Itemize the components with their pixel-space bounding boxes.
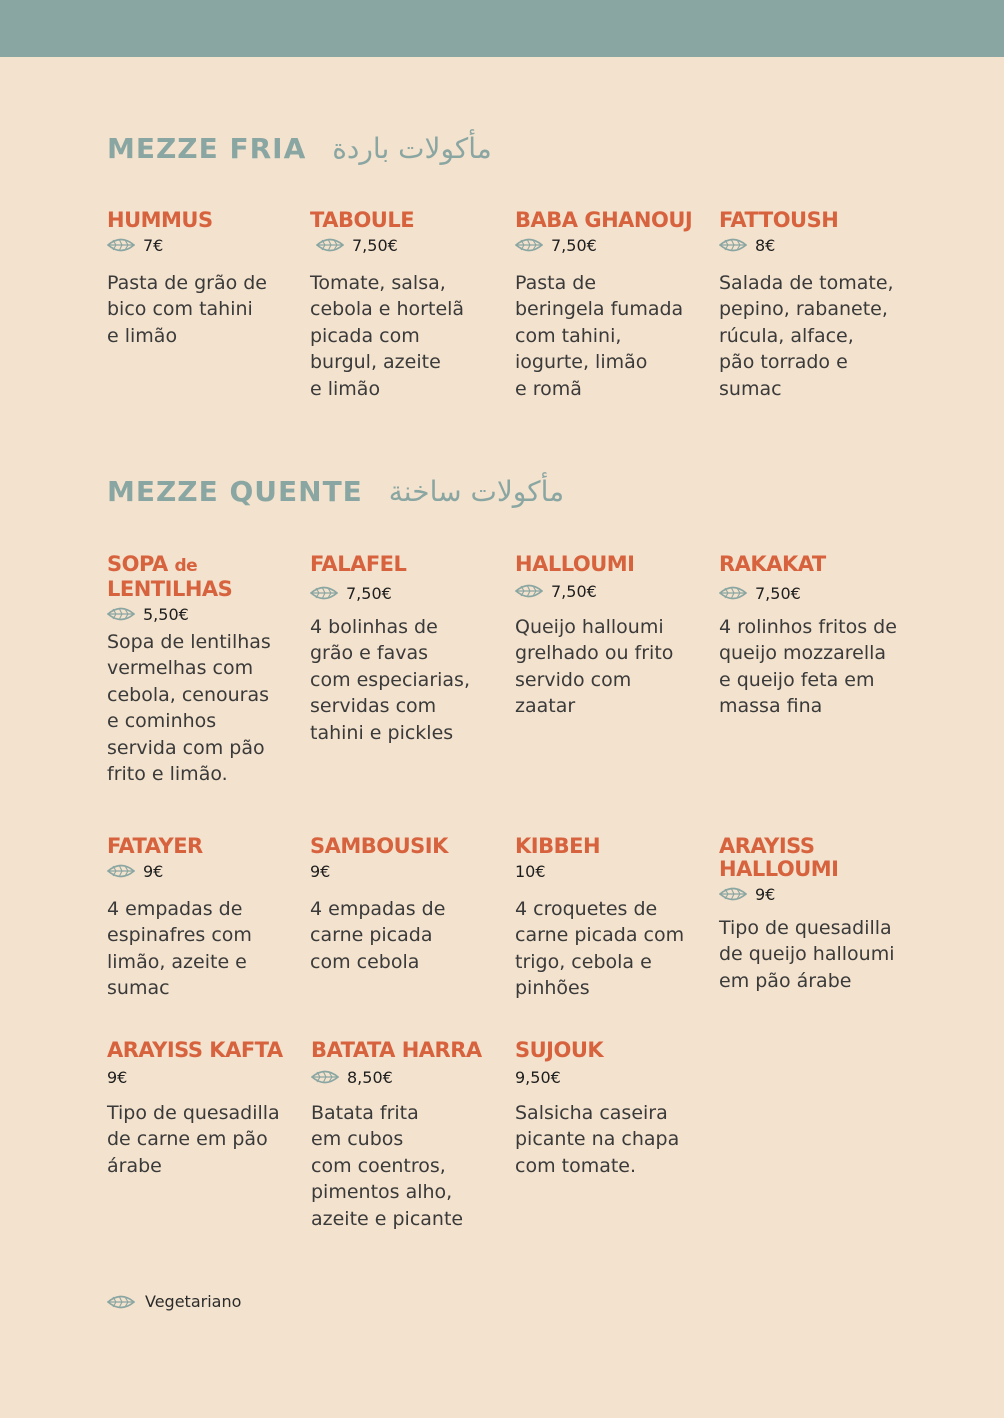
leaf-icon xyxy=(515,583,543,599)
menu-item-taboule xyxy=(310,209,500,402)
menu-item-sujouk xyxy=(515,1039,705,1179)
section-title-mezze-fria xyxy=(107,132,492,165)
menu-item-kibbeh xyxy=(515,835,705,1002)
item-name: HUMMUS xyxy=(107,208,213,232)
item-name: FALAFEL xyxy=(310,552,407,576)
item-name-part: ARAYISS xyxy=(719,834,815,858)
leaf-icon xyxy=(310,585,338,601)
item-price: 9,50€ xyxy=(515,1067,561,1087)
item-price: 7,50€ xyxy=(551,581,597,601)
item-name-part: de xyxy=(174,556,198,576)
item-name: RAKAKAT xyxy=(719,552,826,576)
legend-label: Vegetariano xyxy=(145,1292,242,1311)
leaf-icon xyxy=(719,886,747,902)
item-description: 4 croquetes de carne picada com trigo, cebola e pinhões xyxy=(515,898,685,1000)
item-name-part: SOPA xyxy=(107,552,168,576)
leaf-icon xyxy=(107,863,135,879)
item-description: Tomate, salsa, cebola e hortelã picada com burgul, azeite e limão xyxy=(310,272,465,400)
menu-item-sopa-de-lentilhas xyxy=(107,553,297,787)
item-description: Pasta de beringela fumada com tahini, iogurte, limão e romã xyxy=(515,272,684,400)
item-price: 8€ xyxy=(755,235,776,255)
item-price: 8,50€ xyxy=(347,1067,393,1087)
leaf-icon xyxy=(719,237,747,253)
item-description: Salada de tomate, pepino, rabanete, rúcula, alface, pão torrado e sumac xyxy=(719,272,894,400)
item-name: BABA GHANOUJ xyxy=(515,208,693,232)
item-price: 7€ xyxy=(143,235,164,255)
section-title-arabic: مأكولات ساخنة xyxy=(388,475,565,508)
item-name: KIBBEH xyxy=(515,834,601,858)
item-name xyxy=(107,553,297,601)
menu-item-hummus xyxy=(107,209,297,349)
top-band xyxy=(0,0,1004,57)
item-name: HALLOUMI xyxy=(515,552,635,576)
item-description: 4 empadas de carne picada com cebola xyxy=(310,898,446,973)
item-price: 9€ xyxy=(755,884,776,904)
menu-item-halloumi xyxy=(515,553,705,720)
item-price: 9€ xyxy=(310,861,331,881)
leaf-icon xyxy=(107,237,135,253)
leaf-icon xyxy=(311,1069,339,1085)
menu-item-arayiss-kafta xyxy=(107,1039,297,1179)
section-title-text: MEZZE FRIA xyxy=(107,132,307,165)
item-description: 4 rolinhos fritos de queijo mozzarella e queijo feta em massa fina xyxy=(719,616,897,718)
item-description: 4 bolinhas de grão e favas com especiarias, servidas com tahini e pickles xyxy=(310,616,470,744)
item-price: 9€ xyxy=(143,861,164,881)
item-name: ARAYISS KAFTA xyxy=(107,1038,283,1062)
item-description: Salsicha caseira picante na chapa com tomate. xyxy=(515,1102,680,1177)
item-name: FATAYER xyxy=(107,834,203,858)
item-price: 7,50€ xyxy=(551,235,597,255)
section-title-mezze-quente xyxy=(107,475,564,508)
menu-item-sambousik xyxy=(310,835,500,975)
item-description: Sopa de lentilhas vermelhas com cebola, cenouras e cominhos servida com pão frito e limão. xyxy=(107,631,271,786)
item-description: Pasta de grão de bico com tahini e limão xyxy=(107,272,267,347)
item-name: SAMBOUSIK xyxy=(310,834,448,858)
item-name: BATATA HARRA xyxy=(311,1038,482,1062)
item-price: 10€ xyxy=(515,861,546,881)
item-description: Batata frita em cubos com coentros, pimentos alho, azeite e picante xyxy=(311,1102,464,1230)
menu-item-batata-harra xyxy=(311,1039,501,1232)
item-price: 7,50€ xyxy=(755,583,801,603)
item-name xyxy=(719,835,909,881)
leaf-icon xyxy=(515,237,543,253)
item-name: FATTOUSH xyxy=(719,208,839,232)
item-name: TABOULE xyxy=(310,208,415,232)
leaf-icon xyxy=(107,1294,135,1310)
item-description: Tipo de quesadilla de carne em pão árabe xyxy=(107,1102,280,1177)
item-name: SUJOUK xyxy=(515,1038,604,1062)
menu-item-rakakat xyxy=(719,553,909,720)
leaf-icon xyxy=(107,606,135,622)
menu-item-fatayer xyxy=(107,835,297,1002)
item-description: Queijo halloumi grelhado ou frito servido com zaatar xyxy=(515,616,674,718)
menu-item-baba-ghanouj xyxy=(515,209,705,402)
menu-item-fattoush xyxy=(719,209,909,402)
menu-item-falafel xyxy=(310,553,500,746)
leaf-icon xyxy=(719,585,747,601)
item-price: 9€ xyxy=(107,1067,128,1087)
item-description: Tipo de quesadilla de queijo halloumi em pão árabe xyxy=(719,917,895,992)
section-title-text: MEZZE QUENTE xyxy=(107,475,363,508)
item-price: 7,50€ xyxy=(346,583,392,603)
item-name-part: LENTILHAS xyxy=(107,577,233,601)
item-description: 4 empadas de espinafres com limão, azeite e sumac xyxy=(107,898,252,1000)
item-name-part: HALLOUMI xyxy=(719,857,839,881)
menu-item-arayiss-halloumi xyxy=(719,835,909,994)
item-price: 7,50€ xyxy=(352,235,398,255)
section-title-arabic: مأكولات باردة xyxy=(332,132,492,165)
item-price: 5,50€ xyxy=(143,604,189,624)
leaf-icon xyxy=(316,237,344,253)
vegetarian-legend xyxy=(107,1292,241,1311)
